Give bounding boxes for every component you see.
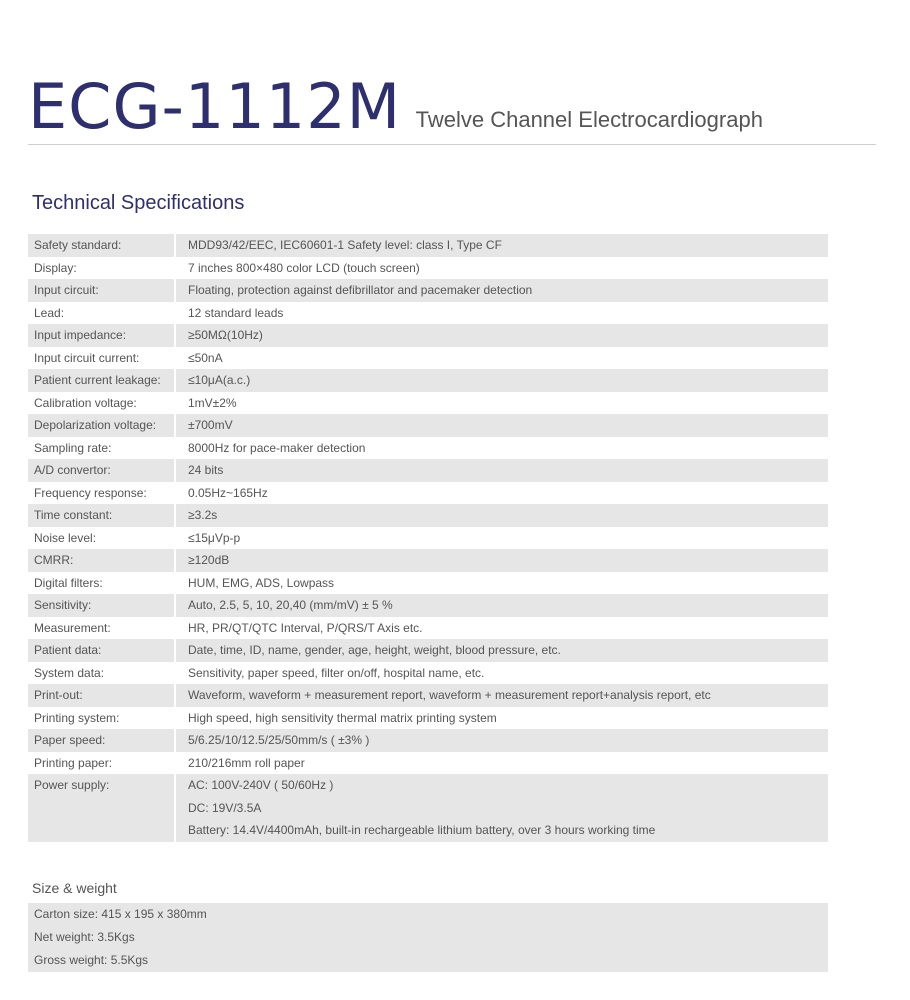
spec-row — [28, 414, 828, 437]
spec-value: Sensitivity, paper speed, filter on/off, hospital name, etc. — [188, 665, 485, 680]
spec-label: Safety standard: — [28, 234, 175, 257]
spec-label: Input circuit: — [28, 279, 175, 302]
spec-label: Depolarization voltage: — [28, 414, 175, 437]
specs-section-title: Technical Specifications — [32, 192, 245, 214]
spec-value: ≥120dB — [175, 549, 828, 572]
spec-row — [28, 369, 828, 392]
gross-weight: Gross weight: 5.5Kgs — [34, 953, 149, 967]
spec-value: 210/216mm roll paper — [188, 755, 305, 770]
spec-row — [28, 549, 828, 572]
spec-value: HR, PR/QT/QTC Interval, P/QRS/T Axis etc. — [188, 620, 423, 635]
spec-value: Waveform, waveform + measurement report, waveform + measurement report+analysis report, etc — [175, 684, 828, 707]
spec-value: MDD93/42/EEC, IEC60601-1 Safety level: class I, Type CF — [175, 234, 828, 257]
spec-label: Paper speed: — [28, 729, 175, 752]
spec-label: Input impedance: — [28, 324, 175, 347]
spec-label: Patient data: — [28, 639, 175, 662]
spec-label: Printing paper: — [28, 752, 175, 775]
spec-label: CMRR: — [28, 549, 175, 572]
size-weight-title: Size & weight — [32, 880, 117, 896]
spec-value: Floating, protection against defibrillator and pacemaker detection — [175, 279, 828, 302]
spec-row — [28, 324, 828, 347]
spec-label: Input circuit current: — [28, 347, 175, 370]
spec-label: Calibration voltage: — [28, 392, 175, 415]
product-header — [28, 72, 878, 142]
spec-row — [28, 662, 828, 685]
spec-row — [28, 617, 828, 640]
spec-row — [28, 639, 828, 662]
spec-row-power-supply — [28, 774, 828, 842]
spec-value: 0.05Hz~165Hz — [188, 485, 268, 500]
product-subtitle: Twelve Channel Electrocardiograph — [415, 107, 763, 132]
spec-row — [28, 279, 828, 302]
spec-value: ≤50nA — [188, 350, 223, 365]
spec-row — [28, 504, 828, 527]
spec-row — [28, 752, 828, 775]
spec-label: Display: — [28, 257, 175, 280]
spec-label: Time constant: — [28, 504, 175, 527]
spec-row — [28, 392, 828, 415]
specs-table — [28, 234, 828, 842]
spec-row — [28, 482, 828, 505]
spec-label: Sensitivity: — [28, 594, 175, 617]
spec-value: 12 standard leads — [188, 305, 284, 320]
spec-value: 8000Hz for pace-maker detection — [188, 440, 366, 455]
spec-row — [28, 234, 828, 257]
spec-value: Auto, 2.5, 5, 10, 20,40 (mm/mV) ± 5 % — [175, 594, 828, 617]
spec-row — [28, 707, 828, 730]
power-supply-label: Power supply: — [34, 778, 110, 792]
product-model: ECG-1112M — [28, 70, 402, 143]
spec-value: ≤10μA(a.c.) — [175, 369, 828, 392]
specs-table-body — [28, 234, 828, 842]
power-supply-line: Battery: 14.4V/4400mAh, built-in rechargeable lithium battery, over 3 hours working time — [188, 823, 656, 837]
spec-value: HUM, EMG, ADS, Lowpass — [188, 575, 335, 590]
spec-row — [28, 527, 828, 550]
carton-size: Carton size: 415 x 195 x 380mm — [34, 907, 207, 921]
power-supply-line: AC: 100V-240V ( 50/60Hz ) — [188, 778, 334, 792]
spec-row — [28, 347, 828, 370]
spec-row — [28, 594, 828, 617]
spec-value: Date, time, ID, name, gender, age, height, weight, blood pressure, etc. — [175, 639, 828, 662]
spec-label: Measurement: — [28, 617, 175, 640]
spec-row — [28, 302, 828, 325]
spec-value: 1mV±2% — [188, 395, 237, 410]
spec-row — [28, 437, 828, 460]
header-divider — [28, 144, 876, 145]
spec-row — [28, 684, 828, 707]
spec-label: Print-out: — [28, 684, 175, 707]
spec-label: Frequency response: — [28, 482, 175, 505]
spec-row — [28, 257, 828, 280]
spec-label: A/D convertor: — [28, 459, 175, 482]
spec-label: Sampling rate: — [28, 437, 175, 460]
spec-label: Noise level: — [28, 527, 175, 550]
spec-value: ≤15μVp-p — [188, 530, 241, 545]
spec-value — [175, 774, 828, 842]
power-supply-line: DC: 19V/3.5A — [188, 800, 262, 815]
spec-label: Printing system: — [28, 707, 175, 730]
spec-value: High speed, high sensitivity thermal matrix printing system — [188, 710, 497, 725]
spec-value: 7 inches 800×480 color LCD (touch screen) — [188, 260, 420, 275]
spec-row — [28, 729, 828, 752]
spec-label: System data: — [28, 662, 175, 685]
spec-label — [28, 774, 175, 842]
size-weight-box — [28, 903, 828, 972]
spec-value: ±700mV — [175, 414, 828, 437]
spec-label: Lead: — [28, 302, 175, 325]
spec-label: Digital filters: — [28, 572, 175, 595]
spec-row — [28, 459, 828, 482]
spec-value: 5/6.25/10/12.5/25/50mm/s ( ±3% ) — [175, 729, 828, 752]
spec-value: 24 bits — [175, 459, 828, 482]
spec-value: ≥50MΩ(10Hz) — [175, 324, 828, 347]
spec-row — [28, 572, 828, 595]
net-weight: Net weight: 3.5Kgs — [34, 930, 135, 944]
spec-value: ≥3.2s — [175, 504, 828, 527]
spec-label: Patient current leakage: — [28, 369, 175, 392]
